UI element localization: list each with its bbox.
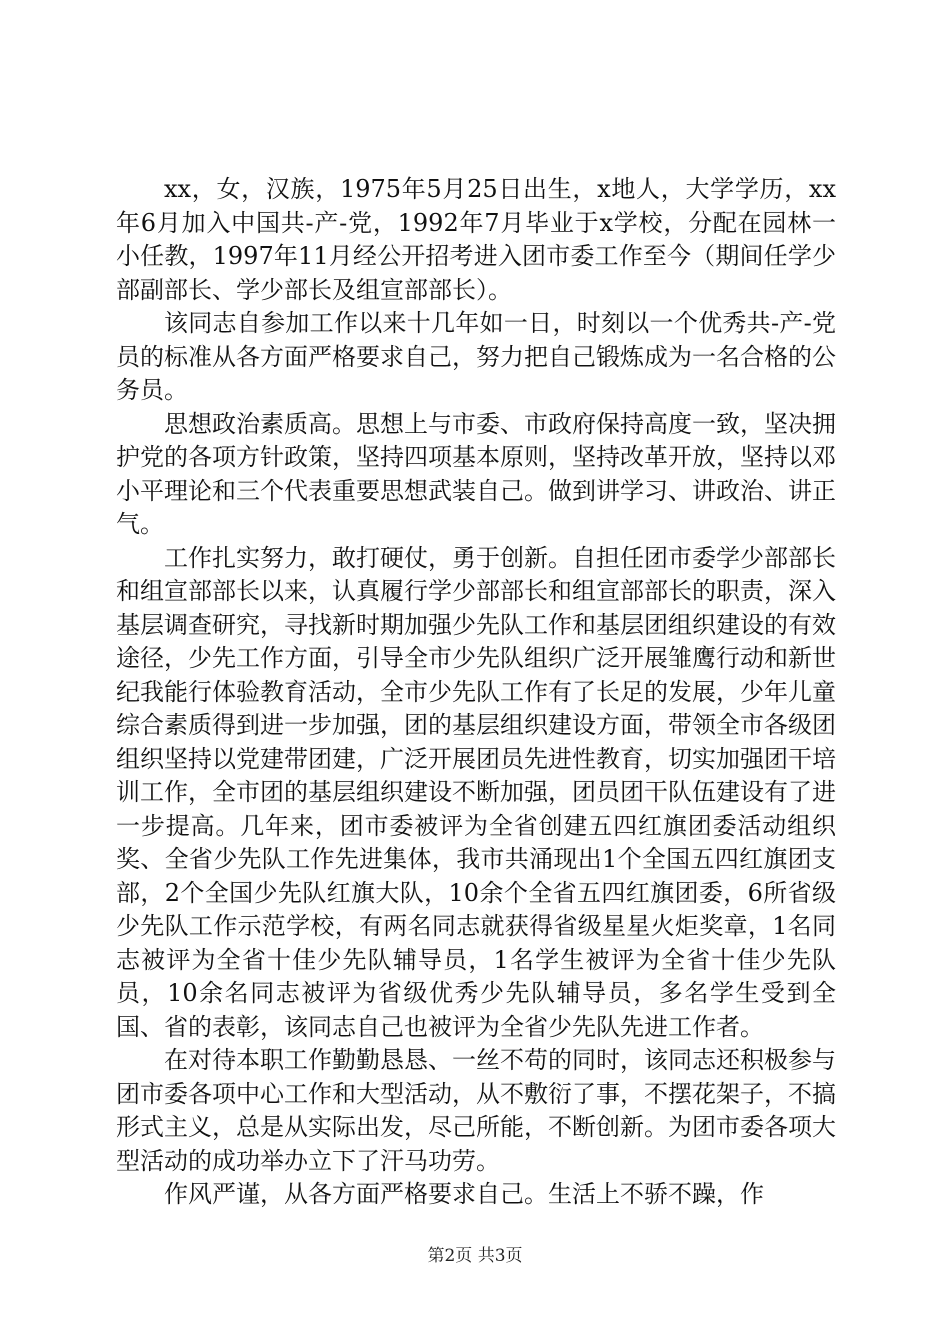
paragraph-work-achievements: 工作扎实努力，敢打硬仗，勇于创新。自担任团市委学少部部长和组宣部部长以来，认真履行学少部部长和组宣部部长的职责，深入基层调查研究，寻找新时期加强少先队工作和基层团组织建设的有效途径，少先工作方面，引导全市少先队组织广泛开展雏鹰行动和新世纪我能行体验教育活动，全市少先队工作有了长足的发展，少年儿童综合素质得到进一步加强，团的基层组织建设方面，带领全市各级团组织坚持以党建带团建，广泛开展团员先进性教育，切实加强团干培训工作，全市团的基层组织建设不断加强，团员团干队伍建设有了进一步提高。几年来，团市委被评为全省创建五四红旗团委活动组织奖、全省少先队工作先进集体，我市共涌现出1个全国五四红旗团支部，2个全国少先队红旗大队，10余个全省五四红旗团委，6所省级少先队工作示范学校，有两名同志就获得省级星星火炬奖章，1名同志被评为全省十佳少先队辅导员，1名学生被评为全省十佳少先队员，10余名同志被评为省级优秀少先队辅导员，多名学生受到全国、省的表彰，该同志自己也被评为全省少先队先进工作者。 [116, 543, 836, 1041]
page-number-footer: 第2页 共3页 [427, 1246, 523, 1266]
paragraph-summary: 该同志自参加工作以来十几年如一日，时刻以一个优秀共-产-党员的标准从各方面严格要求自己，努力把自己锻炼成为一名合格的公务员。 [116, 309, 836, 404]
paragraph-dedication: 在对待本职工作勤勤恳恳、一丝不苟的同时，该同志还积极参与团市委各项中心工作和大型活动，从不敷衍了事，不摆花架子，不搞形式主义，总是从实际出发，尽己所能，不断创新。为团市委各项大型活动的成功举办立下了汗马功劳。 [116, 1046, 836, 1175]
paragraph-profile: xx，女，汉族，1975年5月25日出生，x地人，大学学历，xx年6月加入中国共-产-党，1992年7月毕业于x学校，分配在园林一小任教，1997年11月经公开招考进入团市委工作至今（期间任学少部副部长、学少部长及组宣部部长）。 [116, 175, 836, 304]
paragraph-political-quality: 思想政治素质高。思想上与市委、市政府保持高度一致，坚决拥护党的各项方针政策，坚持四项基本原则，坚持改革开放，坚持以邓小平理论和三个代表重要思想武装自己。做到讲学习、讲政治、讲正气。 [116, 409, 836, 538]
paragraph-work-style: 作风严谨，从各方面严格要求自己。生活上不骄不躁，作 [164, 1180, 764, 1208]
document-body [116, 173, 836, 1212]
